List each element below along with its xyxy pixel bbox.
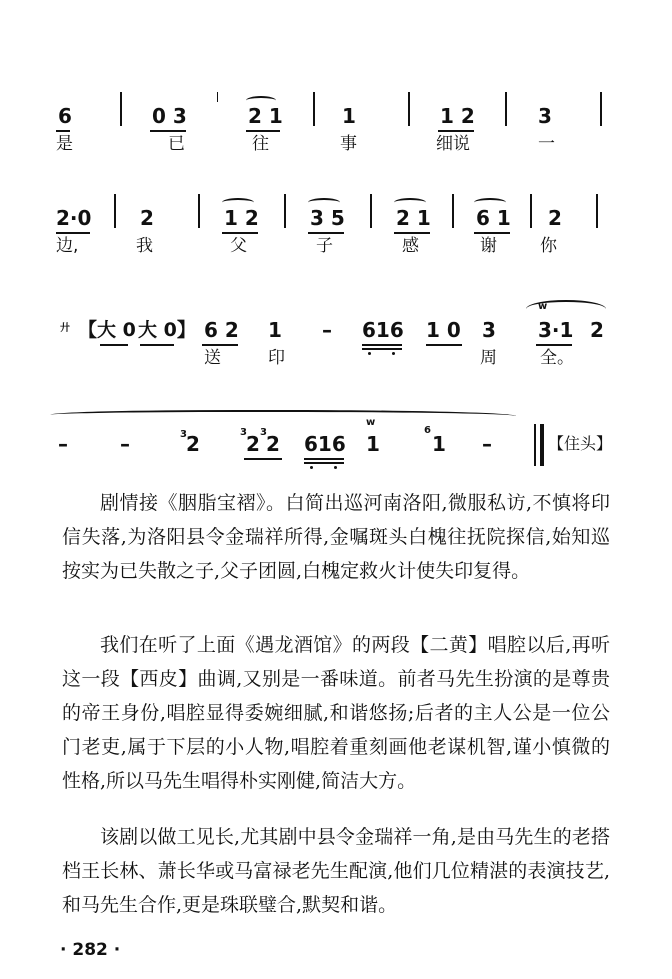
note: 1: [342, 104, 356, 128]
score-row-3: 廾 w 【大 0 大 0】 6 2 1 – 616 1 0 3 3·1 2 送 印 周 全。: [0, 290, 672, 370]
lyric: 细说: [436, 134, 470, 154]
score-row-2: [0, 192, 672, 262]
note: 6 1: [476, 206, 511, 230]
barline: [530, 194, 532, 228]
note: 3·1: [538, 318, 574, 342]
note: 3: [538, 104, 552, 128]
barline: [596, 194, 598, 228]
barline: [452, 194, 454, 228]
grace-note: 3: [240, 427, 247, 438]
score-row-1: [0, 90, 672, 160]
lyric: 周: [480, 348, 497, 368]
note: 2: [140, 206, 154, 230]
note: 2: [590, 318, 604, 342]
barline: [313, 92, 315, 126]
barline: [120, 92, 122, 126]
lyric: 我: [136, 236, 153, 256]
note: 2·0: [56, 206, 92, 230]
barline: [284, 194, 286, 228]
paragraph-performance: 该剧以做工见长,尤其剧中县令金瑞祥一角,是由马先生的老搭档王长林、萧长华或马富禄老先生配演,他们几位精湛的表演技艺,和马先生合作,更是珠联璧合,默契和谐。: [62, 826, 610, 916]
lyric: 感: [402, 236, 419, 256]
lyric: 边,: [56, 236, 79, 256]
lyric: 送: [204, 348, 221, 368]
lyric: 印: [268, 348, 285, 368]
page-number: · 282 ·: [60, 940, 121, 960]
note: 616: [362, 318, 404, 342]
grace-note: 3: [180, 429, 187, 440]
note: 616: [304, 432, 346, 456]
note: 2 1: [396, 206, 431, 230]
barline: [370, 194, 372, 228]
final-barline: [534, 424, 536, 466]
note: –: [322, 318, 332, 342]
lyric: 你: [540, 236, 557, 256]
lyric: 一: [538, 134, 555, 154]
note: 1: [432, 432, 446, 456]
lyric: 往: [252, 134, 269, 154]
note: 1 2: [224, 206, 259, 230]
score-row-4: – – 3 2 3 2 3 2 616 w 1 6 1 – 【住头】: [0, 398, 672, 468]
end-mark: 【住头】: [548, 434, 613, 453]
lyric: 谢: [480, 236, 497, 256]
note: 3 5: [310, 206, 345, 230]
lyric: 已: [168, 134, 185, 154]
lyric: 是: [56, 134, 73, 154]
barline: [600, 92, 602, 126]
lyric: 父: [230, 236, 247, 256]
grace-note: 3: [260, 427, 267, 438]
lyric: 事: [340, 134, 357, 154]
lyric: 全。: [540, 348, 574, 368]
note: 2: [186, 432, 200, 456]
barline: [198, 194, 200, 228]
note: 【大 0: [78, 319, 136, 341]
note: 1: [268, 318, 282, 342]
lyric: 子: [316, 236, 333, 256]
barline: [505, 92, 507, 126]
paragraph-comparison: 我们在听了上面《遇龙酒馆》的两段【二黄】唱腔以后,再听这一段【西皮】曲调,又别是一番味道。前者马先生扮演的是尊贵的帝王身份,唱腔显得委婉细腻,和谐悠扬;后者的主人公是一位公门老吏,属于下层的小人物,唱腔着重刻画他老谋机智,谨小慎微的性格,所以马先生唱得朴实刚健,简洁大方。: [62, 634, 610, 792]
note: –: [58, 432, 68, 456]
note: 2: [266, 432, 280, 456]
note: 3: [482, 318, 496, 342]
note: 0 3: [152, 104, 187, 128]
note: 2: [246, 432, 260, 456]
note: 6 2: [204, 318, 239, 342]
note: 1: [366, 432, 380, 456]
grace-note: 6: [424, 425, 431, 436]
barline: [408, 92, 410, 126]
note: 6: [58, 104, 72, 128]
paragraph-synopsis: 剧情接《胭脂宝褶》。白简出巡河南洛阳,微服私访,不慎将印信失落,为洛阳县令金瑞祥所得,金嘱斑头白槐往抚院探信,始知巡按实为已失散之子,父子团圆,白槐定救火计使失印复得。: [62, 492, 610, 582]
barline: [114, 194, 116, 228]
note: 2: [548, 206, 562, 230]
note: 大 0】: [138, 319, 196, 341]
note: 1 2: [440, 104, 475, 128]
note: 1 0: [426, 318, 461, 342]
note: –: [482, 432, 492, 456]
note: 2 1: [248, 104, 283, 128]
note: –: [120, 432, 130, 456]
breath-mark: 廾: [60, 323, 70, 334]
